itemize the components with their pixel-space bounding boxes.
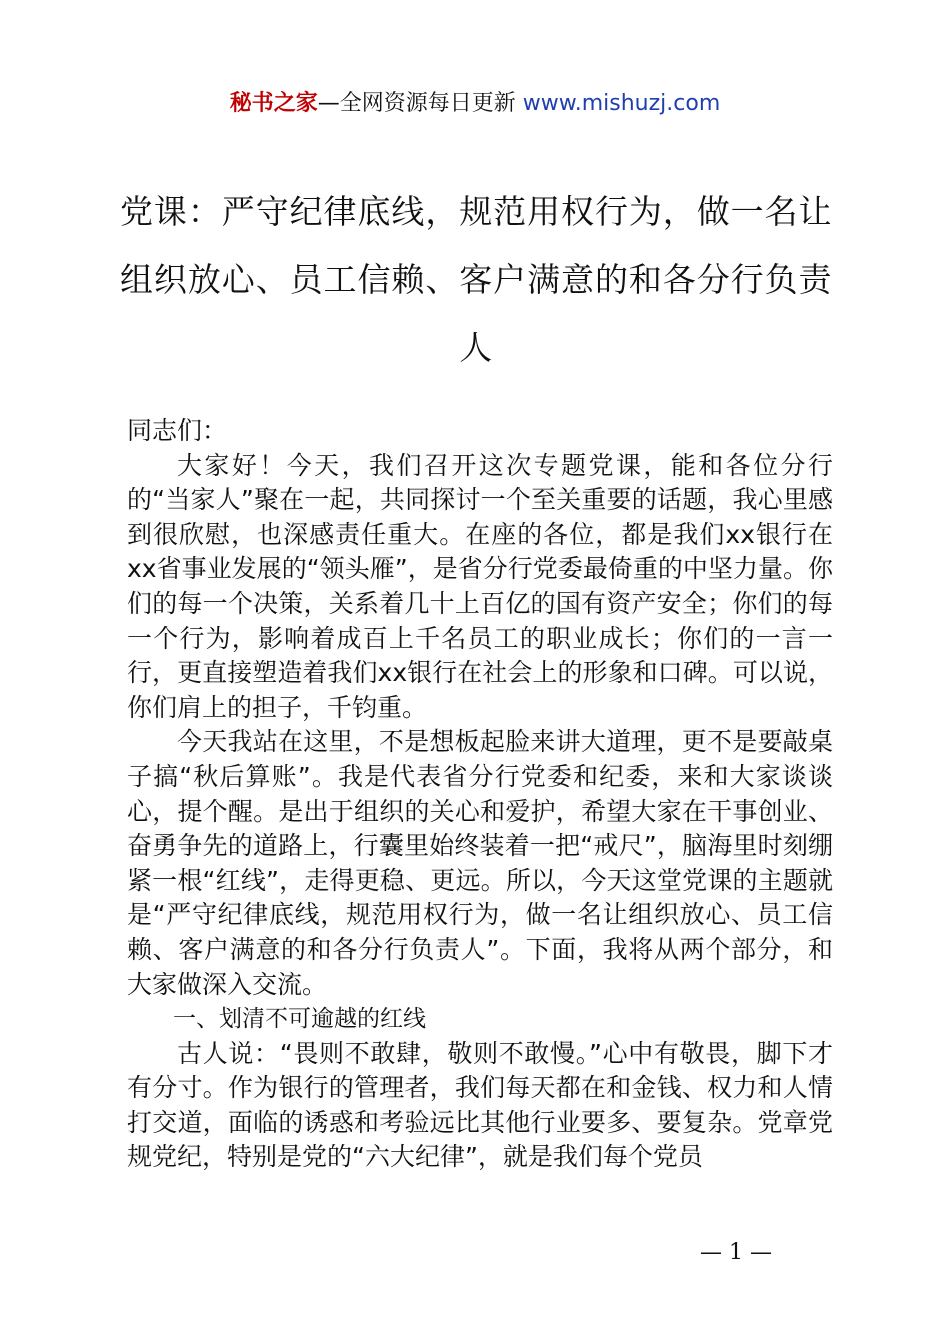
document-body [127, 414, 833, 1175]
section-heading: 一、划清不可逾越的红线 [173, 1006, 426, 1033]
site-url-link[interactable]: www.mishuzj.com [522, 91, 721, 116]
document-title: 党课：严守纪律底线，规范用权行为，做一名让组织放心、员工信赖、客户满意的和各分行负责人 [120, 192, 832, 367]
paragraph-greeting: 大家好！今天，我们召开这次专题党课，能和各位分行的“当家人”聚在一起，共同探讨一个至关重要的话题，我心里感到很欣慰，也深感责任重大。在座的各位，都是我们xx银行在xx省事业发展的“领头雁”，是省分行党委最倚重的中坚力量。你们的每一个决策，关系着几十上百亿的国有资产安全；你们的每一个行为，影响着成百上千名员工的职业成长；你们的一言一行，更直接塑造着我们xx银行在社会上的形象和口碑。可以说，你们肩上的担子，千钧重。 [127, 450, 833, 722]
site-header [0, 86, 950, 122]
paragraph-section-one: 古人说：“畏则不敢肆，敬则不敢慢。”心中有敬畏，脚下才有分寸。作为银行的管理者，我们每天都在和金钱、权力和人情打交道，面临的诱惑和考验远比其他行业要多、要复杂。党章党规党纪，特别是党的“六大纪律”，就是我们每个党员 [127, 1038, 833, 1172]
site-name: 秘书之家 [229, 91, 318, 116]
salutation: 同志们： [127, 416, 228, 445]
page-number: — 1 — [700, 1240, 772, 1265]
site-tagline: —全网资源每日更新 [317, 91, 523, 116]
paragraph-theme: 今天我站在这里，不是想板起脸来讲大道理，更不是要敲桌子搞“秋后算账”。我是代表省分行党委和纪委，来和大家谈谈心，提个醒。是出于组织的关心和爱护，希望大家在干事创业、奋勇争先的道路上，行囊里始终装着一把“戒尺”，脑海里时刻绷紧一根“红线”，走得更稳、更远。所以，今天这堂党课的主题就是“严守纪律底线，规范用权行为，做一名让组织放心、员工信赖、客户满意的和各分行负责人”。下面，我将从两个部分，和大家做深入交流。 [127, 727, 833, 999]
